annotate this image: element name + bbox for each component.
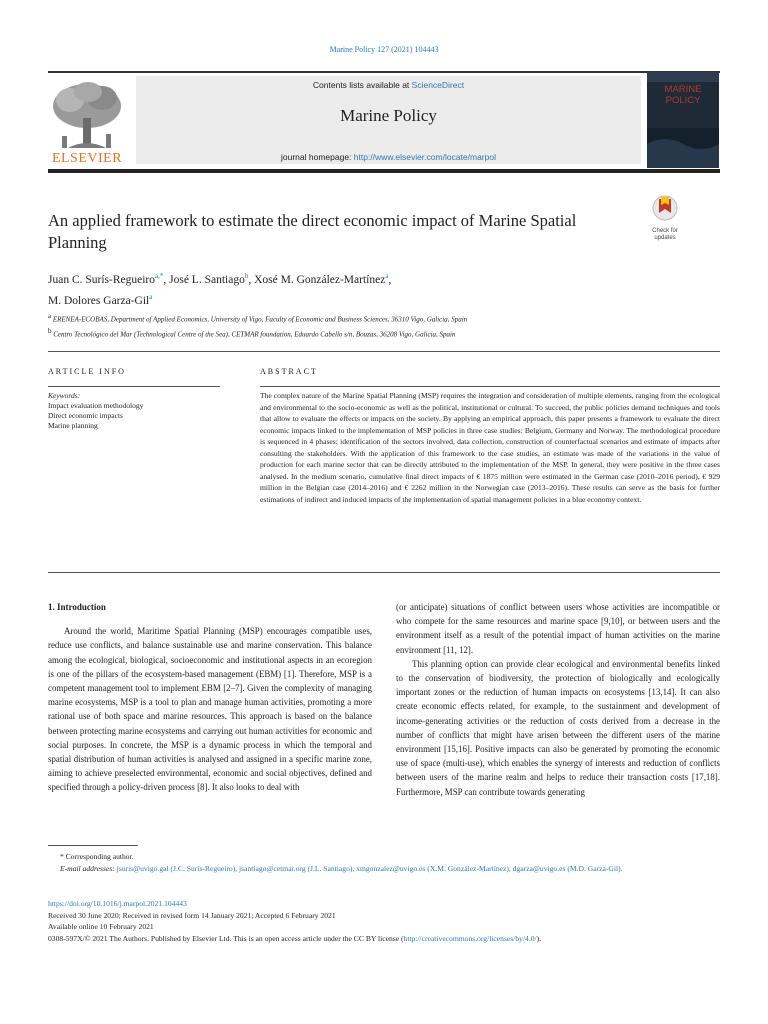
available-online: Available online 10 February 2021 bbox=[48, 922, 154, 931]
received-dates: Received 30 June 2020; Received in revised form 14 January 2021; Accepted 6 February 2021 bbox=[48, 910, 336, 920]
license-suffix: ). bbox=[536, 933, 542, 943]
doi-link[interactable]: https://doi.org/10.1016/j.marpol.2021.104443 bbox=[48, 899, 187, 908]
article-info-rule bbox=[48, 386, 220, 387]
cover-title bbox=[647, 84, 719, 106]
author-name[interactable]: M. Dolores Garza-Gil bbox=[48, 294, 150, 307]
header-bottom-rule bbox=[48, 169, 720, 173]
affiliation-text: Centro Tecnológico del Mar (Technological Centre of the Sea), CETMAR foundation, Eduardo Cabello s/n, Bouzas, 36208 Vigo, Galicia, Spain bbox=[53, 330, 456, 339]
journal-cover-image[interactable] bbox=[647, 72, 719, 168]
corresponding-author-note: * Corresponding author. bbox=[60, 852, 134, 861]
abstract-text: The complex nature of the Marine Spatial Planning (MSP) requires the integration and consideration of multiple elements, ranging from the ecological and environmental to the socio-economic as well as the political, institutional or cultural. To succeed, the public policies demand techniques and tools that allow to evaluate the effects or impacts on the society. By applying an empirical approach, this paper presents a framework to evaluate the direct economic impacts linked to the implementation of MSP policies in three case studies: Belgium, Germany and Norway. The methodological procedure is sequenced in 4 phases: identification of the sectors involved, data collection, construction of counterfactual scenarios and estimate of impacts after consulting the stakeholders. With the application of this framework to the case studies, an estimate was made of the variations in the value of production for each marine sector that can be directly attributed to the implementation of the MSP. In general, they were positive in the three cases analysed. In the medium scenario, cumulative final direct impacts of € 1875 million were estimated in the German case (2010–2016 period), € 929 million in the Belgian case (2014–2016) and € 2262 million in the Norwegian case (2013–2016). These results can serve as the basis for further estimations of indirect and induced impacts of the implementation of spatial management policies in a blue economy context. bbox=[260, 391, 720, 504]
author-affiliation-mark[interactable]: b bbox=[244, 272, 249, 280]
keywords-label: Keywords: bbox=[48, 391, 81, 400]
keywords-block bbox=[48, 391, 228, 431]
abstract-heading: ABSTRACT bbox=[260, 367, 318, 376]
crossmark-label-line1: Check for bbox=[652, 228, 678, 234]
article-info-heading: ARTICLE INFO bbox=[48, 367, 126, 376]
contents-prefix: Contents lists available at bbox=[312, 80, 412, 90]
crossmark-label bbox=[645, 228, 685, 242]
article-title: An applied framework to estimate the direct economic impact of Marine Spatial Planning bbox=[48, 211, 577, 252]
author-affiliation-mark[interactable]: a,* bbox=[155, 272, 164, 280]
license-link[interactable]: http://creativecommons.org/licenses/by/4.0/ bbox=[403, 933, 537, 943]
footnote-rule bbox=[48, 845, 138, 846]
author-list: Juan C. Surís-Regueiro$^{a,*}$, José L. Santiago$^b$, Xosé M. González-Martínez$^a$, M. Dolores Garza-Gil$^a$ bbox=[48, 272, 392, 307]
affiliation-mark: b bbox=[48, 327, 52, 336]
body-paragraph: This planning option can provide clear ecological and environmental benefits linked to the conservation of biodiversity, the protection of biologically and ecologically important zones or the reduction of human impacts on ecosystems [13,14]. It can also create economic effects related, for example, to the sustainment and development of income-generating activities or the reduction of costs derived from a decrease in the number of conflicts that might have arisen between the different users of the marine environment [15,16]. Positive impacts can also be generated by promoting the economic use of space (multi-use), which enables the synergy of interests and reduction of conflicts between users of the marine realm and helps to reduce their transaction costs [17,18]. Furthermore, MSP can contribute towards generating bbox=[396, 658, 720, 797]
body-paragraph: (or anticipate) situations of conflict between users whose activities are incompatible or who compete for the same resources and marine space [9,10], or between users and the environment itself as a result of the potential impact of human activities on the marine environment [11, 12]. bbox=[396, 602, 720, 655]
section-rule bbox=[48, 572, 720, 573]
elsevier-wordmark: ELSEVIER bbox=[51, 151, 123, 166]
footnotes bbox=[48, 851, 720, 875]
email-links[interactable]: jsuris@uvigo.gal (J.C. Surís-Regueiro), jsantiago@cetmar.org (J.L. Santiago), xmgonzalez@uvigo.es (X.M. González-Martínez), dgarza@uvigo.es (M.D. Garza-Gil). bbox=[116, 864, 623, 873]
header-top-rule bbox=[48, 71, 720, 73]
affiliation-item bbox=[48, 310, 728, 325]
email-addresses bbox=[48, 863, 720, 875]
sciencedirect-link[interactable]: ScienceDirect bbox=[411, 80, 465, 90]
crossmark-icon bbox=[645, 193, 685, 223]
affiliations bbox=[48, 310, 728, 341]
homepage-prefix: journal homepage: bbox=[281, 152, 354, 162]
journal-title: Marine Policy bbox=[340, 106, 437, 125]
email-label: E-mail addresses: bbox=[60, 864, 115, 873]
affiliation-text: ERENEA-ECOBAS, Department of Applied Economics, University of Vigo, Faculty of Economic and Business Sciences, 36310 Vigo, Galicia, Spain bbox=[52, 315, 468, 324]
journal-reference[interactable]: Marine Policy 127 (2021) 104443 bbox=[329, 45, 439, 54]
abstract-rule bbox=[260, 386, 720, 387]
cover-title-line2: POLICY bbox=[665, 95, 701, 106]
elsevier-logo bbox=[48, 78, 126, 168]
author-name[interactable]: Xosé M. González-Martínez bbox=[254, 273, 386, 286]
author-name[interactable]: Juan C. Surís-Regueiro bbox=[48, 273, 156, 286]
crossmark-label-line2: updates bbox=[654, 235, 676, 241]
license-prefix: 0308-597X/© 2021 The Authors. Published by Elsevier Ltd. This is an open access article under the CC BY license ( bbox=[48, 933, 404, 943]
keyword-item: Marine planning bbox=[48, 421, 98, 430]
author-affiliation-mark[interactable]: a bbox=[385, 272, 389, 280]
body-paragraph: Around the world, Maritime Spatial Planning (MSP) encourages compatible uses, reduce use conflicts, and balance sustainable use and marine conservation. This balance among the ecological, biological, socioeconomic and institutional aspects in an ecoregion is one of the pillars of the ecosystem-based management (EBM) [1]. Therefore, MSP is a competent management tool to implement EBM [2–7]. Given the complexity of managing marine ecosystems, MSP is a tool to plan and manage human activities, promoting a more rational use of both space and marine resources. This approach is based on the balance between protecting marine ecosystems and carrying out human activities for economic and social purposes. In concrete, the MSP is a dynamic process in which the temporal and spatial distribution of human activities is analysed and assigned in a specific marine zone, aiming to achieve preselected environmental, economic and social objectives, defined and specified through a policy-driven process [8]. It also looks to deal with bbox=[48, 626, 372, 793]
homepage-link[interactable]: http://www.elsevier.com/locate/marpol bbox=[353, 152, 496, 162]
affiliation-mark: a bbox=[48, 312, 52, 320]
homepage-line bbox=[136, 152, 641, 162]
body-column-left bbox=[48, 600, 372, 795]
license-line bbox=[48, 933, 720, 945]
section-rule bbox=[48, 351, 720, 352]
keyword-item: Direct economic impacts bbox=[48, 411, 123, 420]
section-heading-introduction: 1. Introduction bbox=[48, 602, 106, 612]
cover-title-line1: MARINE bbox=[664, 84, 702, 95]
body-column-right bbox=[396, 600, 720, 799]
keyword-item: Impact evaluation methodology bbox=[48, 401, 144, 410]
check-for-updates-badge[interactable] bbox=[645, 193, 685, 241]
publication-info bbox=[48, 898, 720, 944]
contents-line bbox=[136, 80, 641, 90]
affiliation-item bbox=[48, 325, 728, 340]
author-affiliation-mark[interactable]: a bbox=[149, 292, 153, 301]
author-name[interactable]: José L. Santiago bbox=[169, 273, 245, 286]
